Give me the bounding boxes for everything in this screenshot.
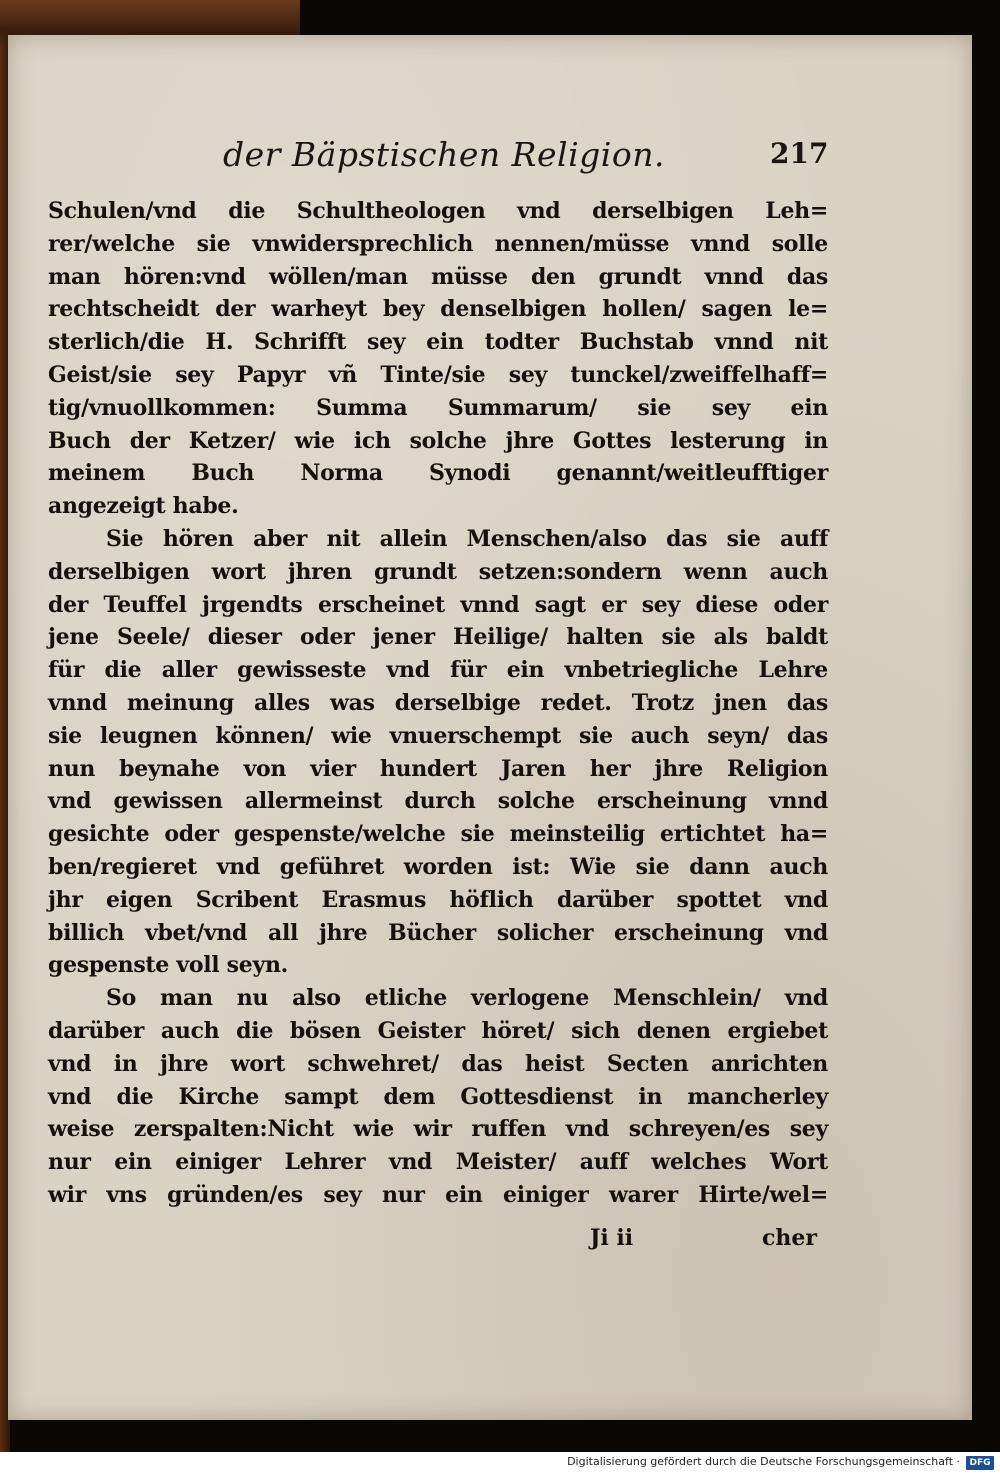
dfg-logo-icon: DFG <box>966 1456 994 1470</box>
text-line: Schulen/vnd die Schultheologen vnd derselbigen Leh= <box>48 198 828 224</box>
catchword: cher <box>762 1225 817 1251</box>
text-line: gesichte oder gespenste/welche sie meinsteilig ertichtet ha= <box>48 821 828 848</box>
text-line: wir vns gründen/es sey nur ein einiger warer Hirte/wel= <box>48 1181 828 1208</box>
text-line: man hören:vnd wöllen/man müsse den grundt vnnd das <box>48 263 828 290</box>
text-line: rer/welche sie vnwidersprechlich nennen/müsse vnnd solle <box>48 230 828 257</box>
body-text <box>48 195 828 1212</box>
text-line: vnd gewissen allermeinst durch solche erscheinung vnnd <box>48 788 828 815</box>
text-line: jene Seele/ dieser oder jener Heilige/ halten sie als baldt <box>48 624 828 651</box>
text-line: darüber auch die bösen Geister höret/ sich denen ergiebet <box>48 1017 828 1044</box>
text-line: rechtscheidt der warheyt bey denselbigen hollen/ sagen le= <box>48 296 828 323</box>
text-line: nur ein einiger Lehrer vnd Meister/ auff welches Wort <box>48 1149 828 1176</box>
text-line: Buch der Ketzer/ wie ich solche jhre Gottes lesterung in <box>48 427 828 454</box>
credit-text: Digitalisierung gefördert durch die Deutsche Forschungsgemeinschaft · <box>567 1455 960 1468</box>
text-line: meinem Buch Norma Synodi genannt/weitleufftiger <box>48 460 828 487</box>
page-number: 217 <box>770 137 829 170</box>
text-line: angezeigt habe. <box>48 493 239 520</box>
text-line: Sie hören aber nit allein Menschen/also das sie auff <box>106 525 828 552</box>
text-line: für die aller gewisseste vnd für ein vnbetriegliche Lehre <box>48 657 828 684</box>
credit-bar <box>0 1452 1000 1474</box>
page-header <box>8 135 972 185</box>
text-line: tig/vnuollkommen: Summa Summarum/ sie sey ein <box>48 394 828 421</box>
signature-mark: Ji ii <box>590 1225 634 1251</box>
text-line: jhr eigen Scribent Erasmus höflich darüber spottet vnd <box>48 886 828 913</box>
text-line: gespenste voll seyn. <box>48 952 288 979</box>
text-line: So man nu also etliche verlogene Menschlein/ vnd <box>106 985 828 1012</box>
text-line: billich vbet/vnd all jhre Bücher solicher erscheinung vnd <box>48 919 828 946</box>
text-line: der Teuffel jrgendts erscheinet vnnd sagt er sey diese oder <box>48 591 828 618</box>
text-line: sterlich/die H. Schrifft sey ein todter Buchstab vnnd nit <box>48 329 828 356</box>
text-line: ben/regieret vnd geführet worden ist: Wie sie dann auch <box>48 853 828 880</box>
running-title: der Bäpstischen Religion. <box>223 135 665 174</box>
text-line: vnd die Kirche sampt dem Gottesdienst in mancherley <box>48 1083 828 1110</box>
text-line: sie leugnen können/ wie vnuerschempt sie auch seyn/ das <box>48 722 828 749</box>
text-line: nun beynahe von vier hundert Jaren her jhre Religion <box>48 755 828 782</box>
book-page <box>8 35 972 1420</box>
text-line: vnnd meinung alles was derselbige redet. Trotz jnen das <box>48 689 828 716</box>
page-footer <box>8 1225 972 1265</box>
text-line: vnd in jhre wort schwehret/ das heist Secten anrichten <box>48 1050 828 1077</box>
text-line: Geist/sie sey Papyr vñ Tinte/sie sey tunckel/zweiffelhaff= <box>48 361 828 388</box>
text-line: derselbigen wort jhren grundt setzen:sondern wenn auch <box>48 558 828 585</box>
text-line: weise zerspalten:Nicht wie wir ruffen vnd schreyen/es sey <box>48 1116 828 1143</box>
